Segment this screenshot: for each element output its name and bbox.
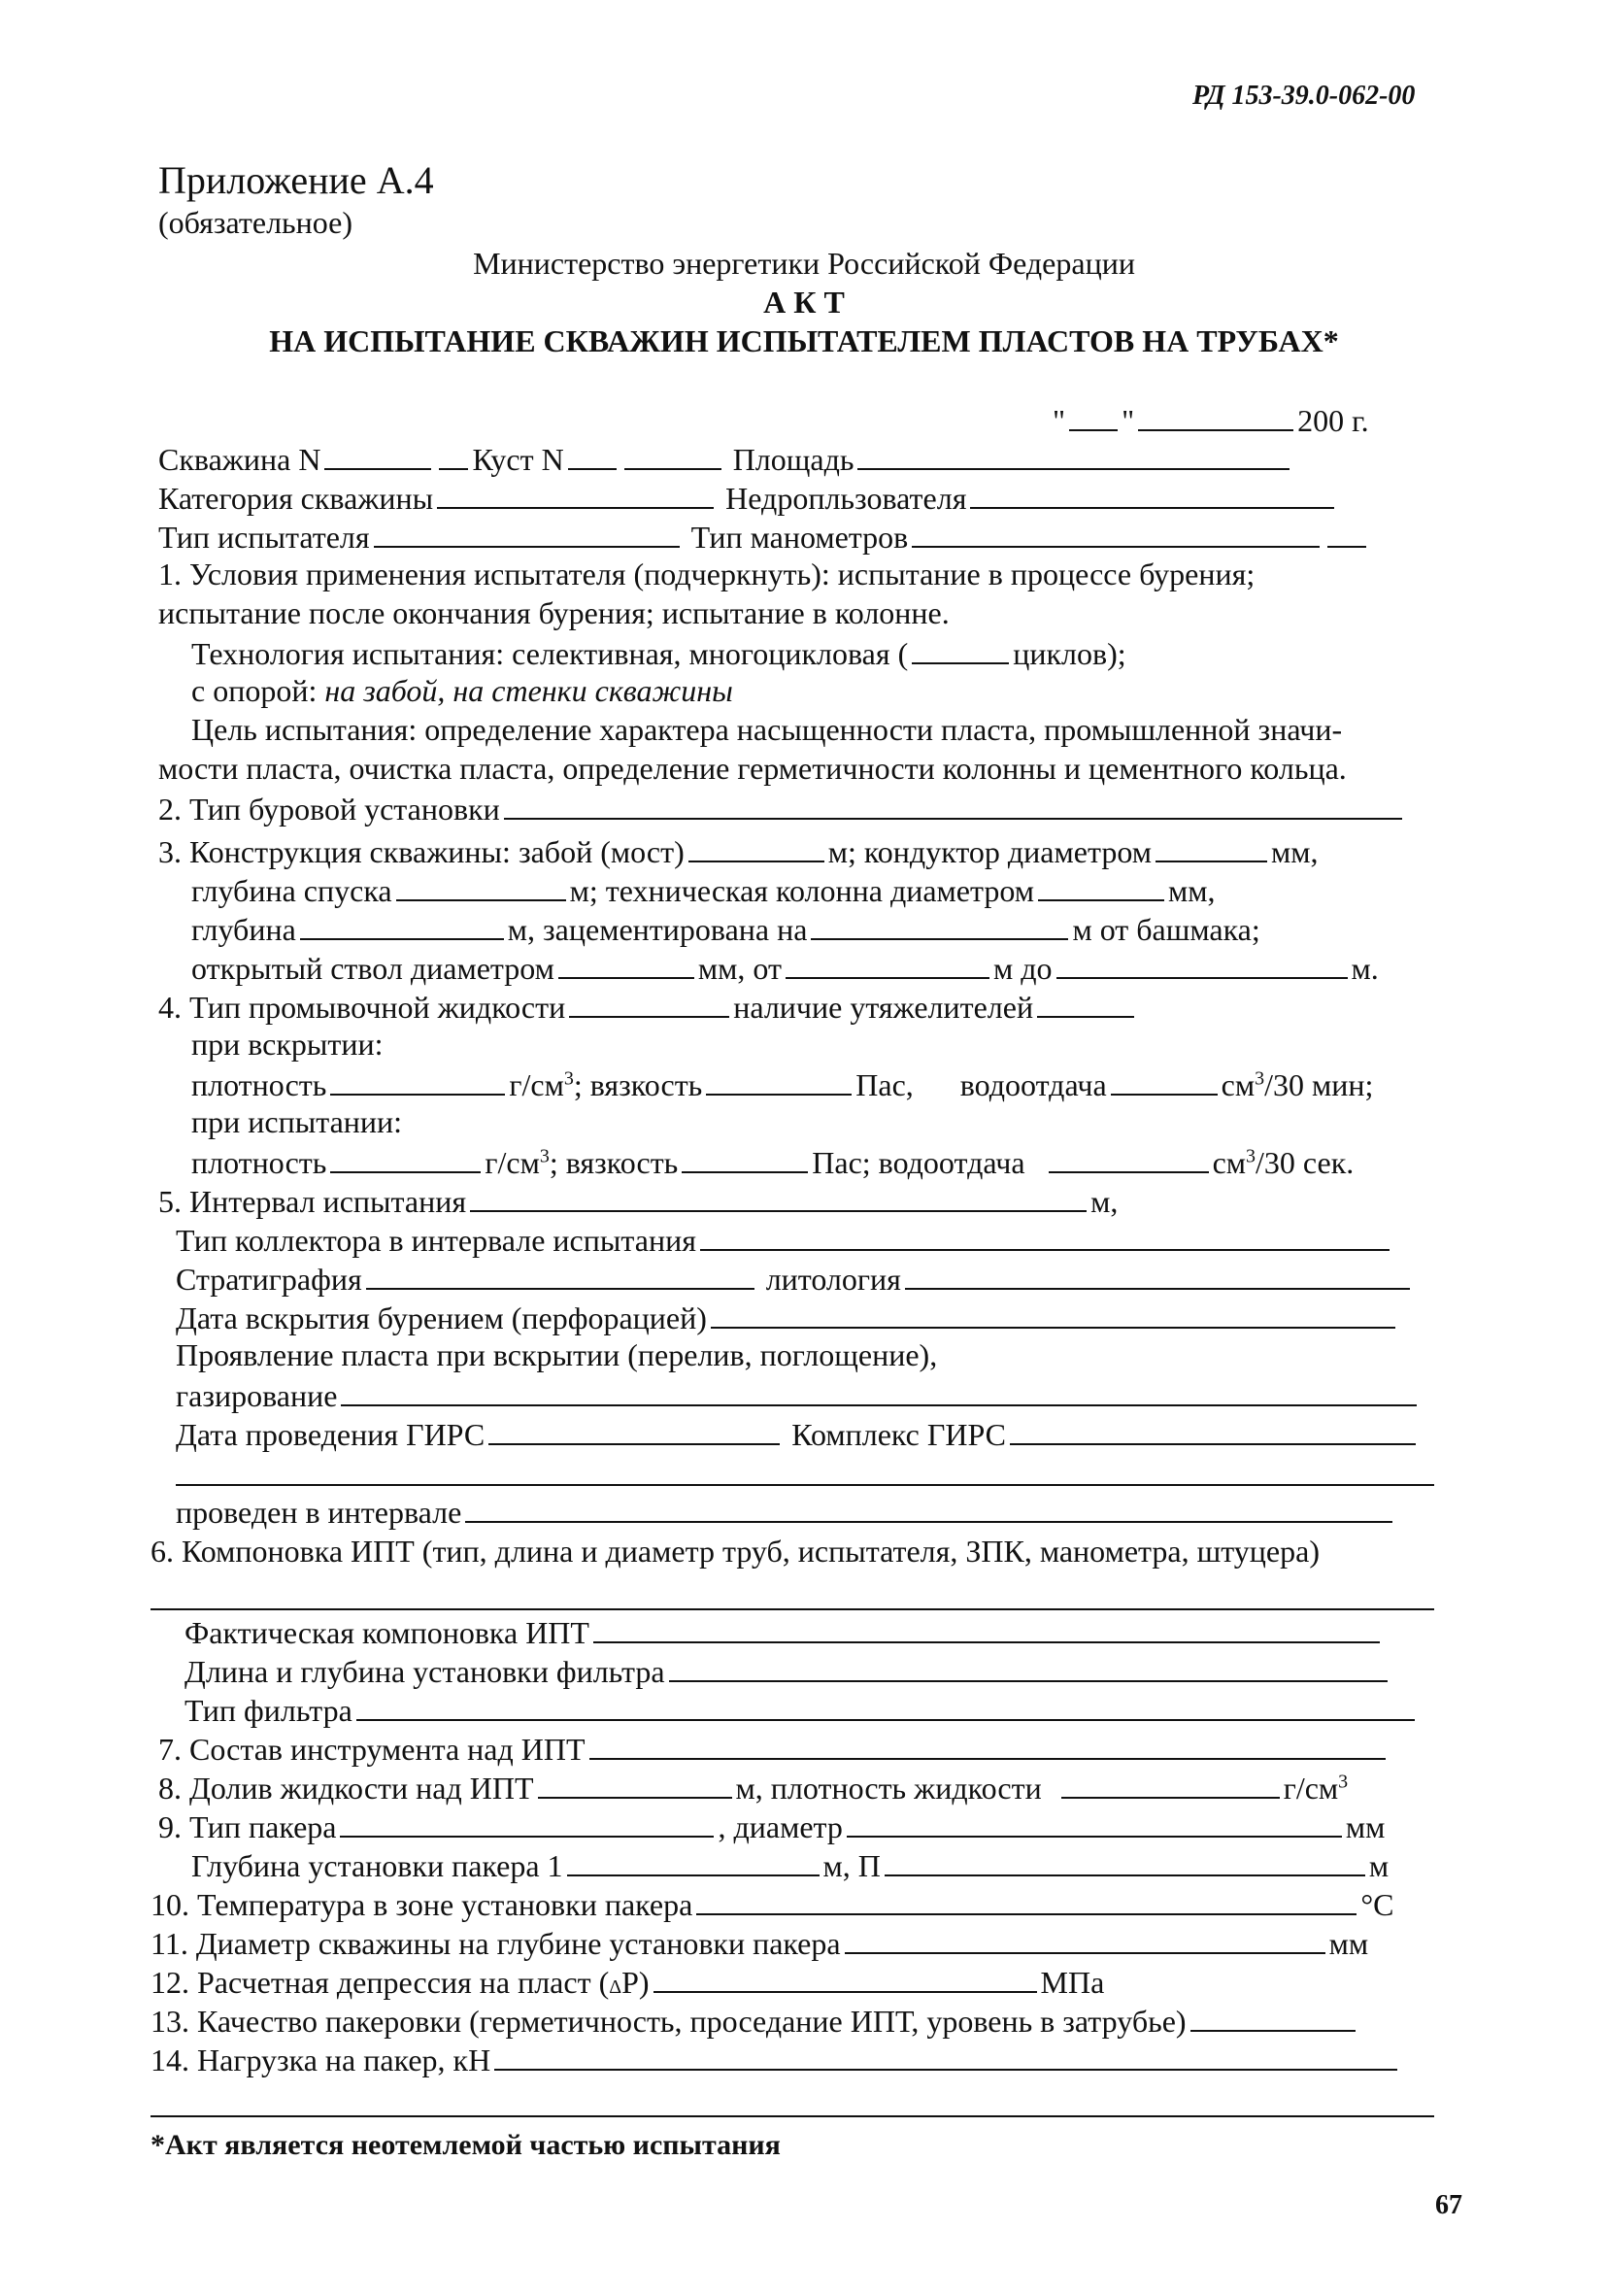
per-30min-label: /30 мин; [1264,1067,1374,1102]
opening-date-label: Дата вскрытия бурением (перфорацией) [176,1300,707,1335]
tester-row [158,517,1370,556]
packer-p-label: м, П [822,1848,881,1883]
open-hole-label: открытый ствол диаметром [191,951,554,986]
sec12-row [151,1962,1104,2006]
well-row [158,439,1293,478]
sec11-row [151,1923,1368,1962]
viscosity-opening-field[interactable] [706,1064,852,1096]
sec9-row1 [158,1806,1385,1845]
sec1-line3 [191,633,1126,672]
girs-complex-field[interactable] [1010,1414,1416,1445]
filter-depth-field[interactable] [669,1651,1388,1682]
cluster-number-field-2[interactable] [624,439,721,470]
sec7-row [158,1729,1390,1768]
packer-diameter-field[interactable] [847,1806,1342,1838]
cm-label-2: см [1212,1145,1247,1180]
gasification-label: газирование [176,1378,338,1413]
pas-label: Пас, [855,1067,914,1102]
m-label-2: м [1368,1848,1390,1883]
filter-depth-label: Длина и глубина установки фильтра [184,1654,665,1689]
packer-p-field[interactable] [885,1845,1365,1876]
tool-label: 7. Состав инструмента над ИПТ [158,1732,586,1767]
packing-quality-field[interactable] [1190,2001,1356,2032]
well-number-field[interactable] [324,439,431,470]
water-loss-testing-field[interactable] [1049,1142,1209,1173]
lithology-field[interactable] [905,1259,1410,1290]
appendix-title: Приложение А.4 [158,158,434,202]
well-label: Скважина N [158,442,321,477]
packer-depth-label: Глубина установки пакера 1 [191,1848,563,1883]
done-interval-label: проведен в интервале [176,1495,462,1530]
interval-m-label: м, [1090,1184,1119,1219]
footnote: *Акт является неотемлемой частью испытания [151,2129,781,2161]
interval-field[interactable] [470,1181,1087,1212]
sec6-line3 [184,1651,1391,1690]
year-label: 200 г. [1297,403,1369,438]
date-quote-close: " [1122,403,1135,438]
rig-type-field[interactable] [504,789,1402,820]
stratigraphy-label: Стратиграфия [176,1262,362,1297]
interval-label: 5. Интервал испытания [158,1184,467,1219]
filter-type-field[interactable] [356,1690,1415,1721]
act-heading: А К Т [763,285,845,320]
sec6-line2 [184,1612,1384,1651]
area-label: Площадь [732,442,854,477]
gcm-label-2: г/см [485,1145,540,1180]
mm-label-2: мм, [1168,873,1216,908]
sec3-line2 [191,870,1216,909]
m-label: м. [1351,951,1379,986]
sec3-line4 [191,948,1379,987]
collector-label: Тип коллектора в интервале испытания [176,1223,696,1258]
packer-type-label: 9. Тип пакера [158,1809,337,1844]
open-hole-from-field[interactable] [786,948,989,979]
subsoil-user-field[interactable] [970,478,1334,509]
sec3-line1 [158,831,1318,870]
sec5-line2 [176,1220,1393,1259]
gcm-label-3: г/см [1283,1771,1339,1806]
document-code: РД 153-39.0-062-00 [1192,81,1416,111]
flush-fluid-field[interactable] [569,987,729,1018]
sec1-line4 [191,672,733,709]
depression-field[interactable] [653,1962,1037,1993]
sec1-line1: 1. Условия применения испытателя (подчеркнуть): испытание в процессе бурения; [158,557,1256,591]
from-shoe-label: м от башмака; [1072,912,1260,947]
m-to-label: м до [992,951,1053,986]
cycles-label: циклов); [1013,636,1126,671]
depth-label: глубина [191,912,296,947]
date-line [1053,400,1369,439]
blank-line-3[interactable] [151,2115,1434,2117]
gauge-type-label: Тип манометров [690,520,909,555]
tech-column-label: м; техническая колонна диаметром [569,873,1035,908]
viscosity-label-2: ; вязкость [549,1145,679,1180]
sec14-row [151,2040,1401,2078]
blank-line[interactable] [176,1484,1434,1486]
support-options: на забой, на стенки скважины [324,673,733,708]
sec3-line3 [191,909,1260,948]
page-number: 67 [1435,2190,1462,2220]
lithology-label: литология [765,1262,901,1297]
temperature-field[interactable] [696,1884,1357,1915]
cube-sup-4: 3 [1246,1145,1256,1167]
ministry-name: Министерство энергетики Российской Федерации [473,246,1135,281]
filter-type-label: Тип фильтра [184,1693,352,1728]
temperature-label: 10. Температура в зоне установки пакера [151,1887,693,1922]
tester-type-label: Тип испытателя [158,520,370,555]
mm-label-4: мм [1328,1926,1369,1961]
tech-column-diameter-field[interactable] [1038,870,1164,901]
sec5-line8 [176,1492,1396,1531]
density-label: плотность [191,1067,327,1102]
appendix-mandatory: (обязательное) [158,205,352,240]
sec6-label: 6. Компоновка ИПТ (тип, длина и диаметр труб, испытателя, ЗПК, манометра, штуцера) [151,1534,1320,1569]
well-number-field-2[interactable] [439,439,468,470]
actual-assembly-field[interactable] [593,1612,1380,1643]
mm-label: мм, [1270,834,1319,869]
mm-from-label: мм, от [697,951,782,986]
sec4-line1 [158,987,1138,1026]
refill-label: 8. Долив жидкости над ИПТ [158,1771,534,1806]
mm-label-3: мм [1345,1809,1386,1844]
technology-label: Технология испытания: селективная, многоцикловая ( [191,636,909,671]
girs-date-field[interactable] [488,1414,780,1445]
girs-date-label: Дата проведения ГИРС [176,1417,486,1452]
sec5-line4 [176,1298,1399,1336]
sec4-line3 [191,1064,1373,1103]
delta-symbol: Δ [609,1976,622,1998]
tool-field[interactable] [589,1729,1386,1760]
opening-date-field[interactable] [711,1298,1395,1329]
packer-load-field[interactable] [494,2040,1397,2071]
sec10-row [151,1884,1393,1923]
gauge-type-field[interactable] [912,517,1320,548]
act-title: НА ИСПЫТАНИЕ СКВАЖИН ИСПЫТАТЕЛЕМ ПЛАСТОВ НА ТРУБАХ* [269,323,1339,358]
sec4-opening-label: при вскрытии: [191,1027,384,1062]
blank-line-2[interactable] [151,1608,1434,1610]
sec6-line4 [184,1690,1419,1729]
run-depth-field[interactable] [396,870,566,901]
fluid-density-field[interactable] [1061,1768,1280,1799]
sec1-line6: мости пласта, очистка пласта, определение герметичности колонны и цементного кольца. [158,751,1347,786]
sec9-row2 [191,1845,1389,1884]
date-quote-open: " [1053,403,1066,438]
open-hole-diameter-field[interactable] [558,948,694,979]
girs-complex-label: Комплекс ГИРС [791,1417,1006,1452]
packing-quality-label: 13. Качество пакеровки (герметичность, проседание ИПТ, уровень в затрубье) [151,2004,1187,2039]
packer-depth-field[interactable] [567,1845,820,1876]
pas-water-label: Пас; водоотдача [812,1145,1025,1180]
sec1-line5: Цель испытания: определение характера насыщенности пласта, промышленной значи- [191,712,1343,747]
bottom-field[interactable] [688,831,824,862]
day-field[interactable] [1069,400,1118,431]
celsius-label: °С [1360,1887,1394,1922]
conductor-label: м; кондуктор диаметром [827,834,1152,869]
density-testing-field[interactable] [330,1142,481,1173]
sec2-row [158,789,1406,827]
cemented-label: м, зацементирована на [507,912,808,947]
cube-sup-5: 3 [1338,1771,1349,1793]
actual-assembly-label: Фактическая компоновка ИПТ [184,1615,589,1650]
viscosity-label: ; вязкость [573,1067,703,1102]
cm-label: см [1221,1067,1256,1102]
sec5-line1 [158,1181,1118,1220]
cube-sup-3: 3 [539,1145,550,1167]
month-field[interactable] [1138,400,1293,431]
depression-p-label: Р) [621,1965,650,2000]
rig-type-label: 2. Тип буровой установки [158,792,500,827]
water-loss-label: водоотдача [959,1067,1107,1102]
sec1-line2: испытание после окончания бурения; испытание в колонне. [158,595,950,630]
refill-field[interactable] [538,1768,732,1799]
gauge-type-field-2[interactable] [1327,517,1366,548]
well-diameter-field[interactable] [845,1923,1325,1954]
stratigraphy-field[interactable] [366,1259,754,1290]
cube-sup: 3 [563,1067,574,1090]
support-label: с опорой: [191,673,325,708]
tester-type-field[interactable] [374,517,680,548]
packer-type-field[interactable] [340,1806,714,1838]
mpa-label: МПа [1040,1965,1105,2000]
water-loss-opening-field[interactable] [1111,1064,1218,1096]
sec5-manifest: Проявление пласта при вскрытии (перелив, поглощение), [176,1337,938,1372]
sec13-row [151,2001,1359,2040]
well-category-field[interactable] [437,478,714,509]
gcm-label: г/см [509,1067,564,1102]
area-field[interactable] [857,439,1290,470]
cycles-field[interactable] [912,633,1009,664]
sec4-line5 [191,1142,1354,1181]
sec8-row [158,1768,1348,1806]
cluster-number-field[interactable] [568,439,617,470]
cluster-label: Куст N [472,442,564,477]
open-hole-to-field[interactable] [1056,948,1348,979]
sec5-line3 [176,1259,1414,1298]
density-opening-field[interactable] [330,1064,505,1096]
well-category-label: Категория скважины [158,481,434,516]
gasification-field[interactable] [341,1375,1417,1406]
subsoil-user-label: Недропльзователя [725,481,967,516]
run-depth-label: глубина спуска [191,873,392,908]
well-diameter-label: 11. Диаметр скважины на глубине установки пакера [151,1926,841,1961]
sec5-line6 [176,1375,1421,1414]
viscosity-testing-field[interactable] [682,1142,808,1173]
bottom-label: 3. Конструкция скважины: забой (мост) [158,834,685,869]
depression-label: 12. Расчетная депрессия на пласт ( [151,1965,610,2000]
sec4-testing-label: при испытании: [191,1104,403,1139]
done-interval-field[interactable] [465,1492,1392,1523]
category-row [158,478,1338,517]
fluid-density-label: м, плотность жидкости [735,1771,1042,1806]
conductor-diameter-field[interactable] [1156,831,1267,862]
sec5-line7 [176,1414,1420,1453]
packer-load-label: 14. Нагрузка на пакер, кН [151,2043,491,2077]
collector-field[interactable] [700,1220,1390,1251]
flush-fluid-label: 4. Тип промывочной жидкости [158,990,566,1025]
depth-field[interactable] [300,909,504,940]
weighting-label: наличие утяжелителей [733,990,1034,1025]
density-label-2: плотность [191,1145,327,1180]
cemented-field[interactable] [811,909,1068,940]
per-30sec-label: /30 сек. [1256,1145,1355,1180]
packer-diameter-label: , диаметр [718,1809,843,1844]
cube-sup-2: 3 [1255,1067,1265,1090]
weighting-field[interactable] [1037,987,1134,1018]
